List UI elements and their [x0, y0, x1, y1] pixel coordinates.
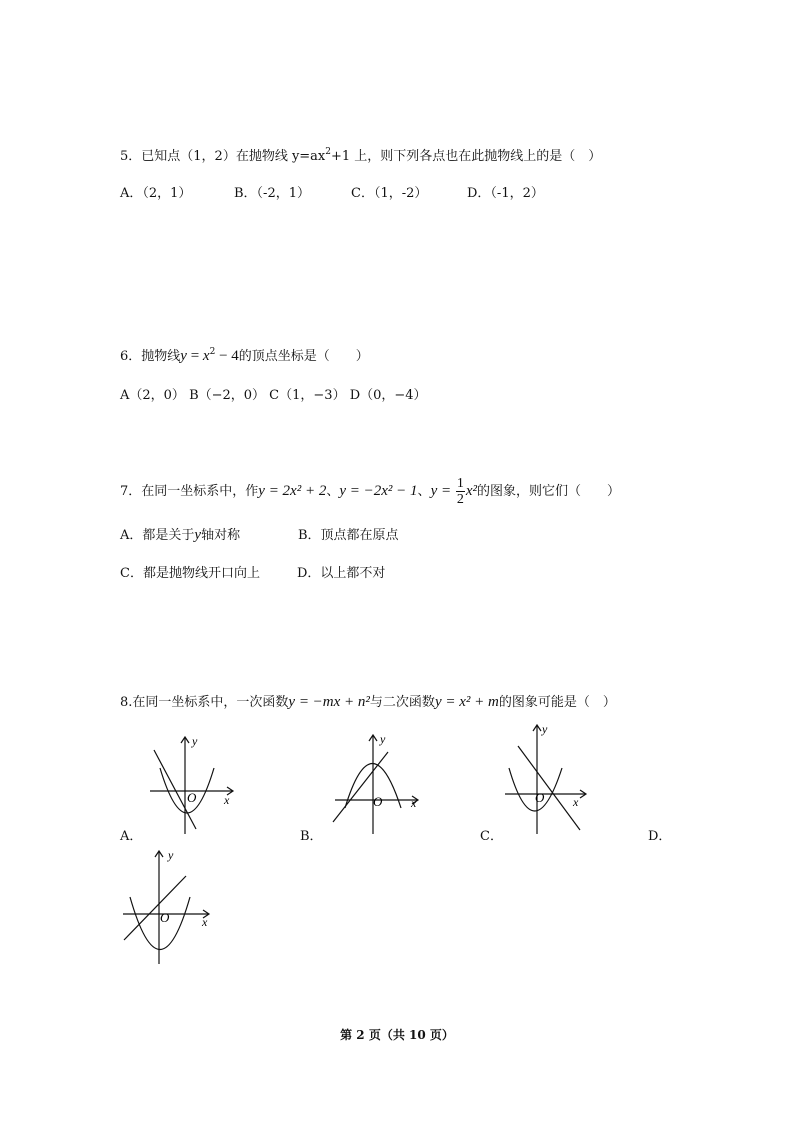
q7-formula-2: y = −2x² − 1	[339, 483, 418, 499]
q6-formula-x: x	[202, 348, 210, 364]
y-axis-label: y	[192, 734, 198, 748]
page-footer: 第 2 页（共 10 页）	[340, 1028, 454, 1042]
q5-stem-part1: 5．已知点（1，2）在抛物线 y=ax	[120, 149, 326, 164]
q6-formula-exp: 2	[209, 347, 216, 357]
q5-option-b: B．（-2，1）	[234, 186, 310, 201]
q7-option-a-var: y	[194, 527, 202, 543]
q7-option-a-post: 轴对称	[201, 528, 241, 543]
x-axis-label: x	[411, 796, 417, 810]
q8-formula-quadratic: y = x² + m	[434, 694, 499, 710]
q6-formula-eq: =	[186, 348, 203, 364]
q6-stem	[120, 345, 369, 365]
line	[518, 746, 580, 830]
q7-option-a	[120, 524, 240, 544]
q8-label-c: C．	[480, 829, 503, 844]
x-axis-label: x	[202, 915, 208, 929]
q8-label-d: D．	[648, 829, 672, 844]
q7-option-d: D．以上都不对	[297, 566, 386, 581]
q8-label-a: A．	[120, 829, 143, 844]
y-axis-label: y	[542, 722, 548, 736]
q7-number: 7．在同一坐标系中，作	[120, 484, 259, 499]
q8-graph-c	[500, 718, 600, 836]
q8-number: 8.在同一坐标系中，一次函数	[120, 695, 289, 710]
x-axis-label: x	[573, 795, 579, 809]
q7-option-b: B．顶点都在原点	[298, 528, 399, 543]
origin-label: O	[535, 790, 545, 805]
q7-formula-3-rhs: x²	[465, 483, 477, 499]
q7-tail: 的图象，则它们（ ）	[477, 484, 621, 499]
q8-graph-a	[140, 730, 250, 835]
q5-stem-part2: +1 上，则下列各点也在此抛物线上的是（ ）	[331, 149, 602, 164]
q8-stem	[120, 691, 616, 711]
origin-label: O	[373, 794, 383, 809]
origin-label: O	[160, 910, 170, 925]
x-axis-label: x	[224, 793, 230, 807]
q8-tail: 的图象可能是（ ）	[498, 695, 616, 710]
q7-separator-1: 、	[326, 484, 340, 499]
q8-graph-b	[325, 728, 435, 836]
y-axis-label: y	[380, 732, 386, 746]
q7-stem	[120, 474, 620, 509]
q7-fraction-denominator: 2	[456, 492, 464, 507]
q6-formula-rest: − 4	[215, 348, 239, 364]
q7-fraction-numerator: 1	[456, 476, 464, 491]
q5-option-c: C．（1，-2）	[351, 186, 428, 201]
y-axis-label: y	[168, 848, 174, 862]
q7-separator-2: 、	[417, 484, 431, 499]
q7-option-a-pre: A．都是关于	[120, 528, 195, 543]
q7-fraction	[456, 476, 465, 507]
origin-label: O	[187, 790, 197, 805]
q6-formula-y: y	[180, 348, 187, 364]
line	[333, 752, 388, 822]
q8-label-b: B．	[300, 829, 323, 844]
q7-formula-1: y = 2x² + 2	[258, 483, 327, 499]
q7-formula-3-lhs: y =	[430, 483, 455, 499]
q5-option-d: D．（-1，2）	[467, 186, 544, 201]
q6-tail: 的顶点坐标是（ ）	[238, 349, 369, 364]
q5-stem	[120, 145, 601, 164]
q8-formula-linear: y = −mx + n²	[288, 694, 370, 710]
q8-graph-d	[118, 844, 218, 968]
q5-option-a: A．（2，1）	[120, 186, 192, 201]
q8-middle-text: 与二次函数	[369, 695, 435, 710]
q5-stem-exponent: 2	[325, 147, 331, 157]
q7-option-c: C．都是抛物线开口向上	[120, 566, 260, 581]
q6-options: A（2，0） B（−2，0） C（1，−3） D（0，−4）	[120, 388, 427, 403]
q6-number: 6．抛物线	[120, 349, 181, 364]
